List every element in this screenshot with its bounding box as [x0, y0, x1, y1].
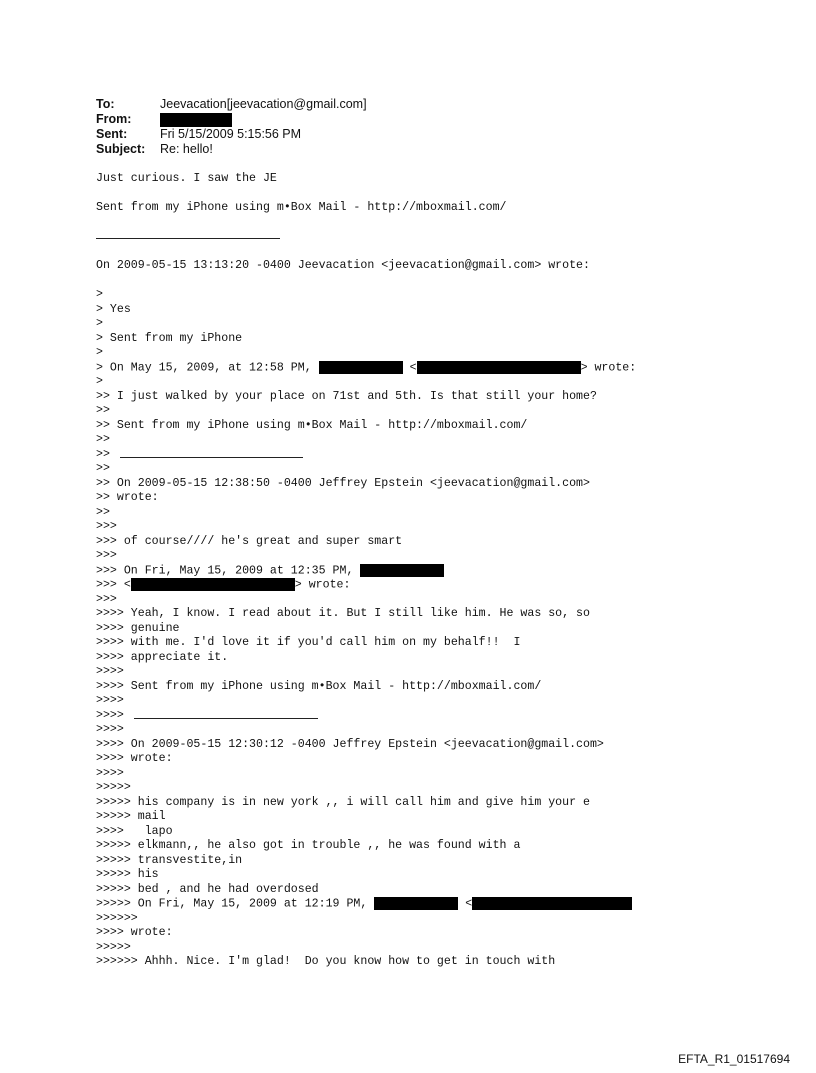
body-line: >>>> wrote:	[96, 926, 173, 939]
from-redaction	[160, 112, 232, 127]
body-line: >>>>> mail	[96, 810, 166, 823]
separator-line	[120, 457, 303, 458]
body-line: >>>	[96, 549, 117, 562]
subject-value: Re: hello!	[160, 142, 213, 156]
body-line: >>>>> transvestite,in	[96, 853, 243, 867]
body-line: >>>> Sent from my iPhone using m•Box Mail - http://mboxmail.com/	[96, 679, 542, 693]
body-line: Sent from my iPhone using m•Box Mail - http://mboxmail.com/	[96, 201, 507, 214]
separator-line	[96, 238, 280, 239]
body-line: >>>>>>	[96, 911, 138, 925]
separator-line	[134, 718, 318, 719]
body-line: >>> of course//// he's great and super smart	[96, 534, 403, 548]
from-label: From:	[96, 112, 132, 126]
body-line: >> On 2009-05-15 12:38:50 -0400 Jeffrey Epstein <jeevacation@gmail.com>	[96, 476, 590, 490]
body-line: >>>>> his company is in new york ,, i will call him and give him your e	[96, 795, 590, 809]
email-body	[96, 172, 636, 970]
body-line: Just curious. I saw the JE	[96, 172, 277, 185]
body-line: >>> On Fri, May 15, 2009 at 12:35 PM,	[96, 564, 636, 579]
body-line: >	[96, 346, 103, 359]
body-line: >>	[96, 448, 636, 463]
body-line: >>>>	[96, 723, 124, 736]
body-line: >	[96, 288, 103, 301]
body-line: >>>>	[96, 709, 636, 724]
body-line: >>>>> his	[96, 868, 159, 881]
to-value: Jeevacation[jeevacation@gmail.com]	[160, 97, 367, 111]
redaction-box	[319, 361, 403, 374]
body-line: >>	[96, 462, 110, 475]
body-line: >> wrote:	[96, 491, 159, 504]
body-line: >>>> Yeah, I know. I read about it. But I still like him. He was so, so	[96, 607, 590, 620]
body-line: >>>> lapo	[96, 824, 173, 838]
body-line: >>>	[96, 520, 117, 533]
body-line: >>>>>	[96, 940, 131, 954]
body-line: > On May 15, 2009, at 12:58 PM, < > wrote:	[96, 361, 637, 375]
redaction-box	[417, 361, 581, 374]
body-line: > Yes	[96, 302, 131, 316]
redaction-box	[360, 564, 444, 577]
body-line: >>>> On 2009-05-15 12:30:12 -0400 Jeffrey Epstein <jeevacation@gmail.com>	[96, 737, 604, 751]
body-line: >	[96, 317, 103, 330]
body-line: >>>>	[96, 766, 124, 780]
body-line: >>>> genuine	[96, 621, 180, 635]
body-line: On 2009-05-15 13:13:20 -0400 Jeevacation <jeevacation@gmail.com> wrote:	[96, 259, 590, 272]
body-line: >>>	[96, 592, 117, 606]
body-line: >>>>>	[96, 781, 131, 794]
body-line: >> I just walked by your place on 71st and 5th. Is that still your home?	[96, 389, 597, 403]
body-line: >>>>>> Ahhh. Nice. I'm glad! Do you know how to get in touch with	[96, 955, 556, 968]
body-line: >>	[96, 433, 110, 446]
to-label: To:	[96, 97, 115, 111]
body-line: >	[96, 375, 103, 388]
sent-label: Sent:	[96, 127, 128, 141]
body-line: >>	[96, 404, 110, 417]
body-line: >>>> appreciate it.	[96, 650, 229, 664]
redaction-box	[472, 897, 632, 910]
redaction-box	[374, 897, 458, 910]
sent-value: Fri 5/15/2009 5:15:56 PM	[160, 127, 302, 141]
document-id: EFTA_R1_01517694	[678, 1052, 790, 1066]
body-line: >>>> with me. I'd love it if you'd call him on my behalf!! I	[96, 636, 521, 649]
body-line: >>>>> bed , and he had overdosed	[96, 882, 319, 896]
body-line: >>>>> elkmann,, he also got in trouble ,, he was found with a	[96, 839, 521, 852]
redaction-box	[131, 578, 295, 591]
body-line: >>	[96, 505, 110, 519]
body-line: > Sent from my iPhone	[96, 331, 243, 345]
body-line: >>>>> On Fri, May 15, 2009 at 12:19 PM, <	[96, 897, 636, 912]
subject-label: Subject:	[96, 142, 146, 156]
body-line: >>>> wrote:	[96, 752, 173, 765]
body-line: >>>>	[96, 665, 124, 678]
body-line: >>> < > wrote:	[96, 578, 351, 592]
body-line: >>>>	[96, 694, 124, 707]
body-line: >> Sent from my iPhone using m•Box Mail - http://mboxmail.com/	[96, 418, 528, 432]
